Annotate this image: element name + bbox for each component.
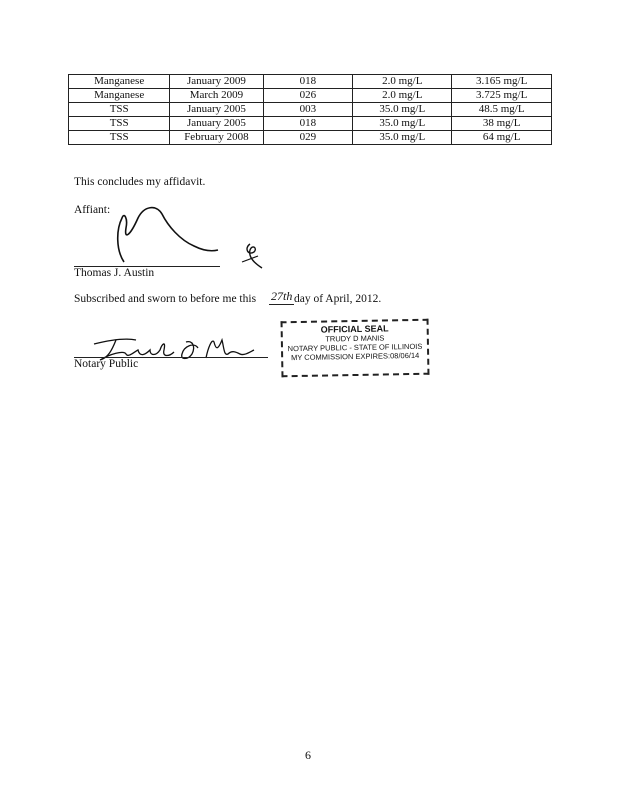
month-cell: March 2009 [170, 89, 263, 103]
page-number: 6 [305, 748, 311, 762]
result-cell: 38 mg/L [452, 117, 552, 131]
seal-notary-state: NOTARY PUBLIC - STATE OF ILLINOIS [287, 341, 423, 354]
affiant-name: Thomas J. Austin [74, 267, 155, 279]
concluding-statement: This concludes my affidavit. [74, 176, 206, 188]
official-notary-seal [281, 319, 430, 378]
parameter-cell: TSS [69, 103, 170, 117]
table-row [69, 89, 552, 103]
result-cell: 3.725 mg/L [452, 89, 552, 103]
parameter-cell: Manganese [69, 89, 170, 103]
month-cell: January 2009 [170, 75, 263, 89]
affiant-signature [110, 200, 270, 275]
month-cell: February 2008 [170, 131, 263, 145]
result-cell: 48.5 mg/L [452, 103, 552, 117]
notary-public-label: Notary Public [74, 358, 139, 370]
limit-cell: 2.0 mg/L [353, 89, 452, 103]
parameter-cell: Manganese [69, 75, 170, 89]
month-cell: January 2005 [170, 103, 263, 117]
result-cell: 64 mg/L [452, 131, 552, 145]
table-row [69, 103, 552, 117]
limit-cell: 35.0 mg/L [353, 117, 452, 131]
sworn-statement-suffix: day of April, 2012. [294, 293, 382, 305]
seal-title: OFFICIAL SEAL [320, 323, 389, 335]
limit-cell: 35.0 mg/L [353, 131, 452, 145]
outfall-cell: 018 [263, 75, 353, 89]
table-row [69, 117, 552, 131]
table-row [69, 75, 552, 89]
outfall-cell: 003 [263, 103, 353, 117]
limit-cell: 35.0 mg/L [353, 103, 452, 117]
seal-commission-expiry: MY COMMISSION EXPIRES:08/06/14 [290, 350, 420, 363]
result-cell: 3.165 mg/L [452, 75, 552, 89]
effluent-exceedance-table [68, 74, 552, 145]
affiant-label: Affiant: [74, 204, 111, 216]
parameter-cell: TSS [69, 117, 170, 131]
sworn-statement-prefix: Subscribed and sworn to before me this [74, 293, 257, 305]
outfall-cell: 018 [263, 117, 353, 131]
table-row [69, 131, 552, 145]
limit-cell: 2.0 mg/L [353, 75, 452, 89]
outfall-cell: 026 [263, 89, 353, 103]
seal-notary-name: TRUDY D MANIS [325, 333, 385, 344]
month-cell: January 2005 [170, 117, 263, 131]
sworn-day: 27th [271, 289, 293, 303]
parameter-cell: TSS [69, 131, 170, 145]
outfall-cell: 029 [263, 131, 353, 145]
